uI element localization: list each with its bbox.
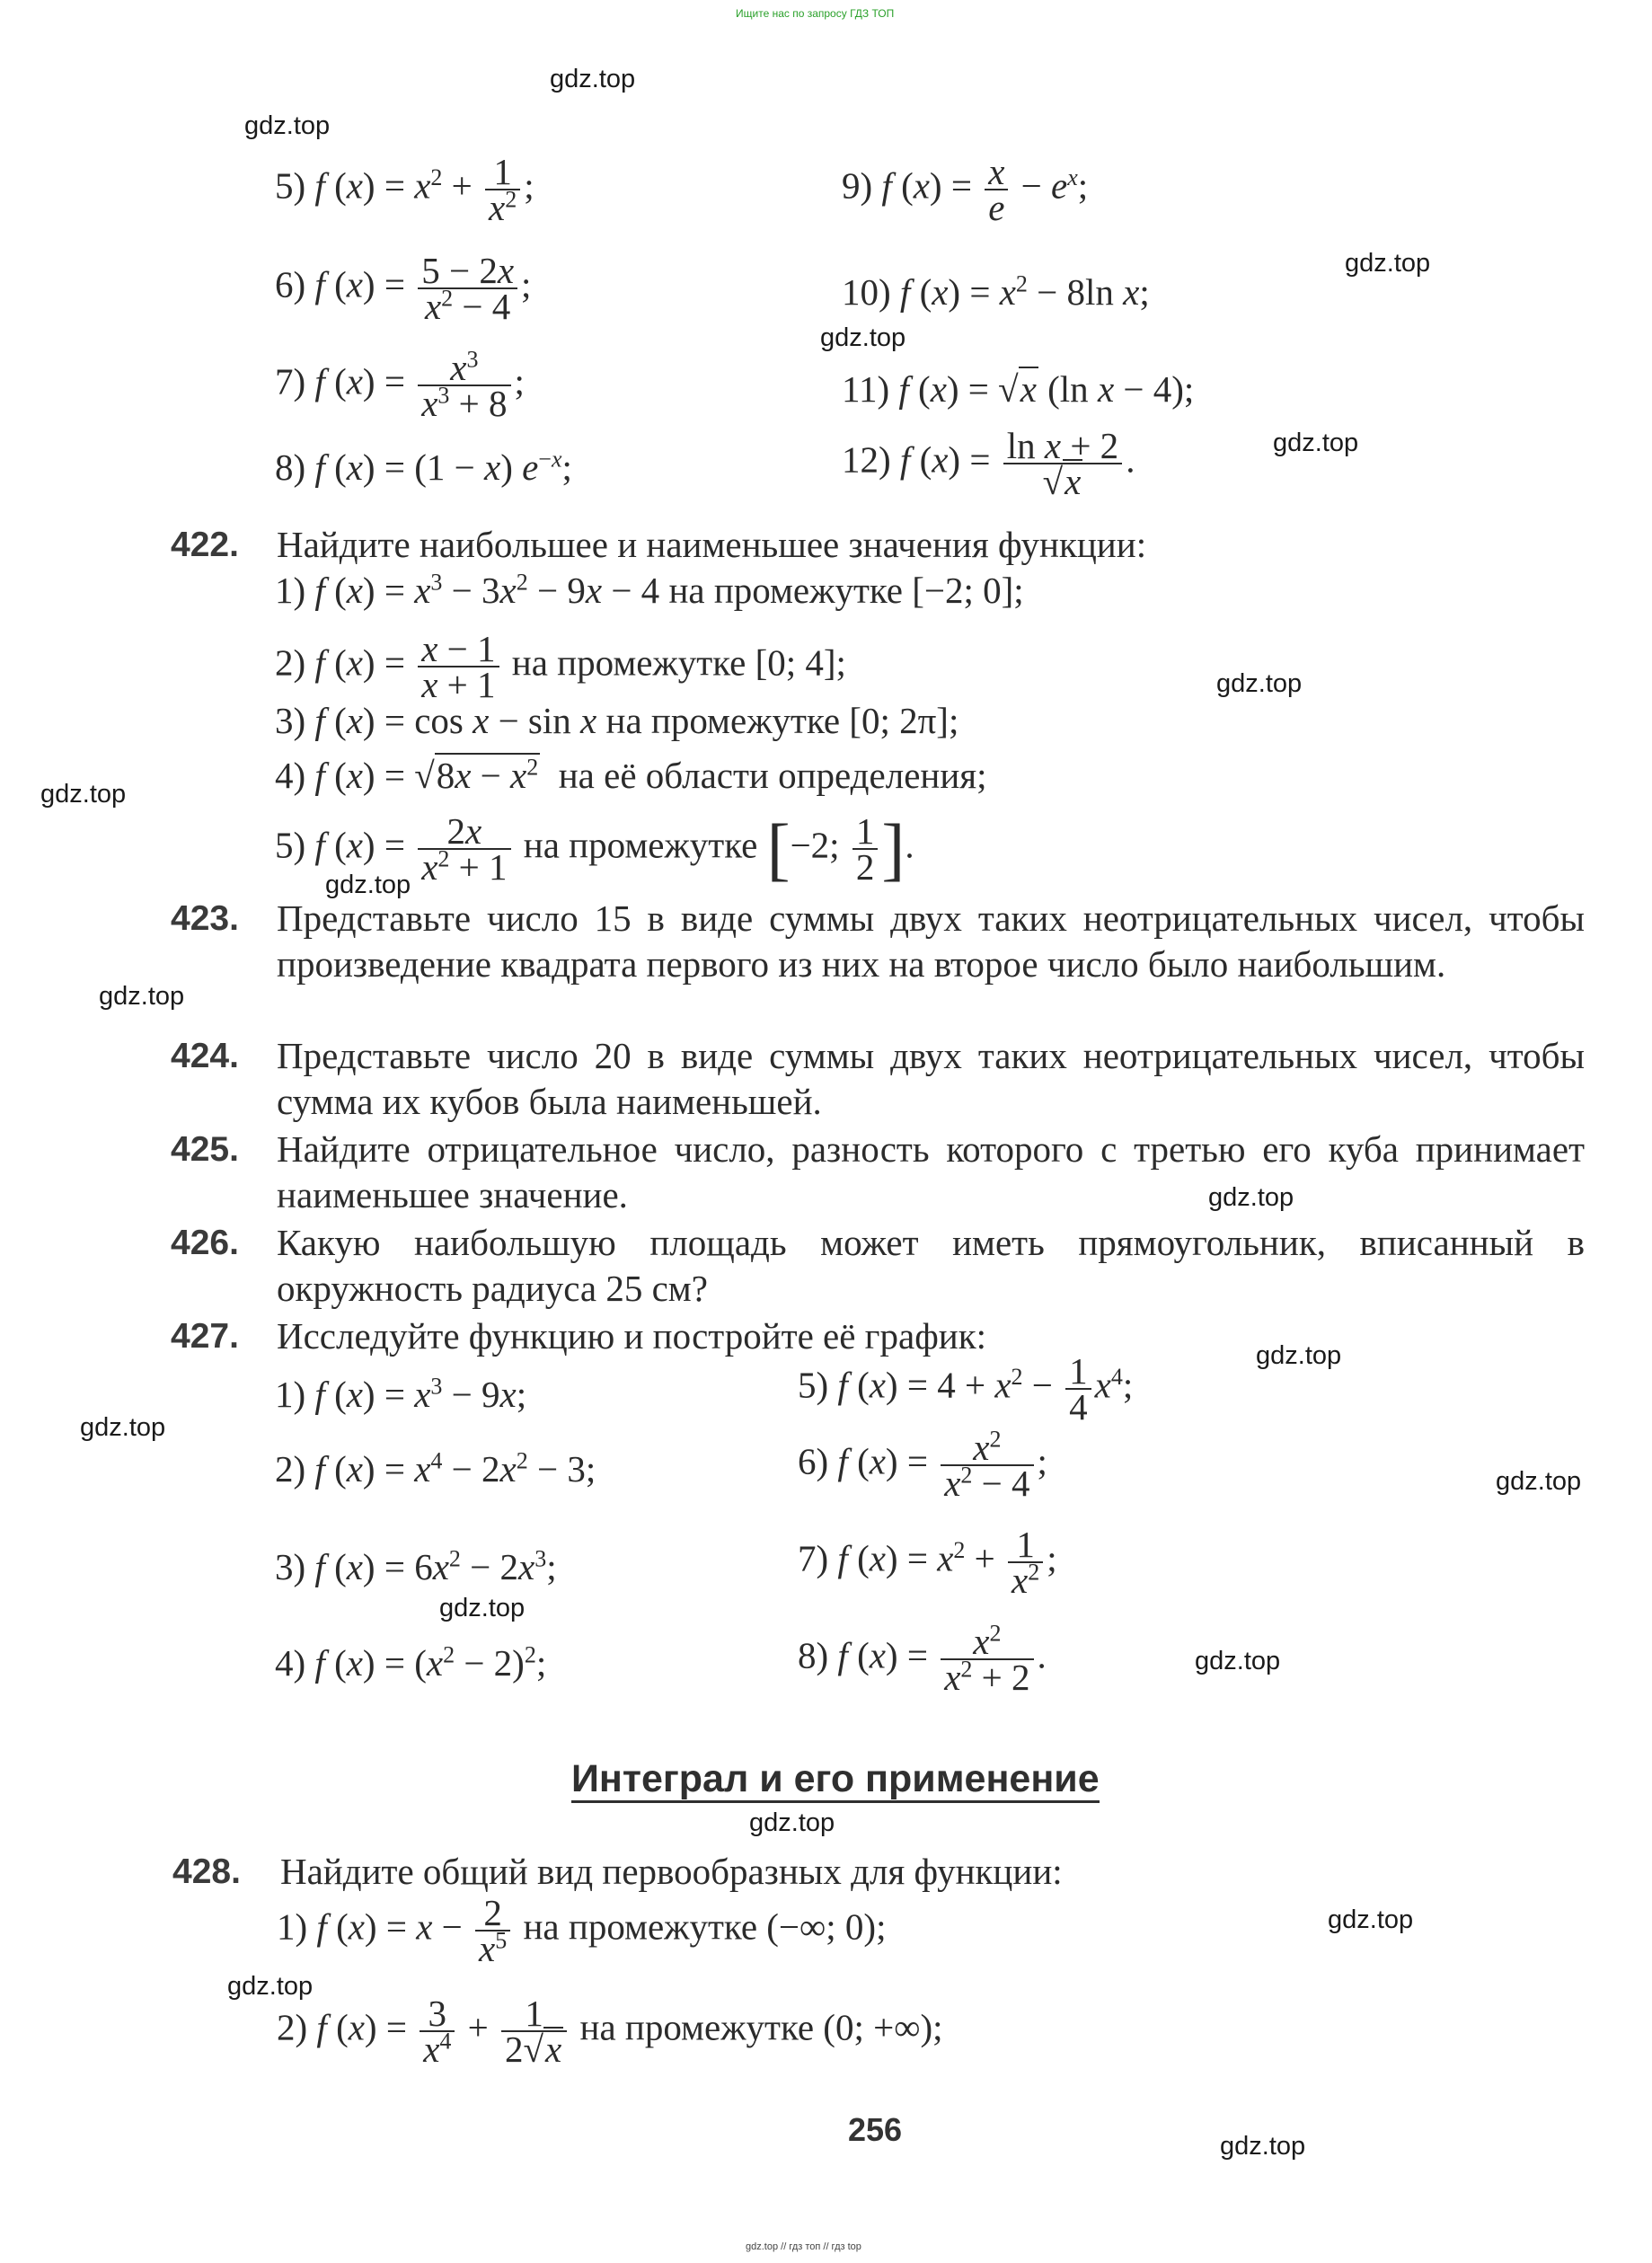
item-label: 1) [277,1905,308,1948]
ex422-item-5: 5) f (x) = $\frac{2x}{x^2 + 1}$ на промежутке [−2; $\frac{1}{2}$ ]. [275,809,914,888]
exercise-prompt: Найдите общий вид первообразных для функции: [280,1851,1063,1892]
item-label: 2) [275,641,306,684]
ex428-item-1: 1) f (x) = x − $\frac{2}{x^5}$ на промежутке (−∞; 0); [277,1892,887,1969]
item-label: 12) [842,438,891,481]
watermark: gdz.top [550,65,636,93]
ex421-item-10: 10) f $(x) = x^2 - 8\ln$ x; [842,270,1150,313]
ex422-item-2: 2) f (x) = $\frac{x - 1}{x + 1}$ на промежутке [0; 4]; [275,628,846,705]
watermark: gdz.top [1345,249,1431,278]
watermark: gdz.top [1220,2132,1306,2161]
watermark: gdz.top [244,111,331,140]
ex422-item-3: 3) f (x) = cos x − sin x на промежутке [0; 2π]; [275,700,959,741]
watermark: gdz.top [1195,1647,1281,1675]
interval-phrase: на промежутке [579,2006,815,2048]
watermark: gdz.top [80,1413,166,1442]
footer-text: gdz.top // гдз топ // гдз top [746,2241,861,2252]
ex421-item-5: 5) f $(x) = x^2$ + $\frac{1}{x^2}$ ; [275,151,534,228]
exercise-number: 427. [171,1317,239,1356]
ex427-item-6: 6) f (x) = $\frac{x^2}{x^2 - 4}$ ; [798,1426,1047,1504]
watermark: gdz.top [439,1594,526,1622]
item-label: 2) [277,2006,308,2048]
item-label: 6) [798,1440,829,1482]
page-number: 256 [848,2111,903,2148]
watermark: gdz.top [1208,1183,1294,1212]
ex421-item-8: 8) f (x) = (1 − x) $e^{-x}$; [275,446,572,488]
item-label: 5) [275,164,306,207]
watermark: gdz.top [749,1808,835,1837]
item-label: 1) [275,1374,306,1415]
watermark: gdz.top [1256,1341,1342,1370]
item-label: 8) [275,446,306,488]
exercise-prompt: Исследуйте функцию и постройте её график: [277,1315,987,1357]
ex427-item-4: 4) f $(x) = (x^2 - 2)^2$; [275,1641,547,1684]
interval-phrase: на промежутке [668,570,903,611]
exercise-number: 424. [171,1037,239,1075]
ex422-item-1: 1) f $(x) = x^3 - 3x^2 - 9x - 4$ на промежутке [−2; 0]; [275,569,1024,611]
item-label: 10) [842,271,891,313]
ex421-item-11: 11) f (x) = √x (ln x − 4); [842,368,1195,410]
exercise-text: Представьте число 15 в виде суммы двух таких неотрицательных чисел, чтобы произведение квадрата первого из них на второе число было наибольшим. [277,897,1585,985]
watermark: gdz.top [1216,669,1303,698]
top-banner: Ищите нас по запросу ГДЗ ТОП [736,7,895,20]
interval-phrase: на промежутке [523,824,758,866]
item-label: 1) [275,570,306,611]
exercise-text: Представьте число 20 в виде суммы двух таких неотрицательных чисел, чтобы сумма их кубов была наименьшей. [277,1035,1585,1122]
item-label: 4) [275,755,306,796]
item-label: 2) [275,1448,306,1490]
item-label: 5) [275,824,306,866]
domain-phrase: на её области определения; [558,755,987,796]
ex427-item-1: 1) f $(x) = x^3 - 9x$; [275,1373,527,1415]
exercise-number: 425. [171,1130,239,1169]
item-label: 9) [842,164,873,207]
exercise-number: 422. [171,526,239,564]
exercise-number: 426. [171,1224,239,1262]
watermark: gdz.top [99,982,185,1011]
interval-phrase: на промежутке [523,1905,758,1948]
ex421-item-9: 9) f (x) = $\frac{x}{e}$ − $e^x$; [842,151,1089,228]
exercise-prompt: Найдите наибольшее и наименьшее значения функции: [277,524,1147,565]
watermark: gdz.top [820,323,906,352]
interval-phrase: на промежутке [511,641,746,684]
item-label: 6) [275,263,306,305]
section-title: Интеграл и его применение [571,1757,1100,1803]
watermark: gdz.top [1328,1905,1414,1934]
watermark: gdz.top [1273,429,1359,457]
item-label: 4) [275,1642,306,1684]
ex427-item-5: 5) f $(x) = 4 + x^2$ − $\frac{1}{4}$ $x^4$; [798,1350,1134,1428]
item-label: 7) [798,1537,829,1579]
ex421-item-12: 12) f (x) = $\frac{\text{ln x + 2}}{√x}$ . [842,425,1135,502]
ex422-item-4: 4) f $(x) = √8x - x^2$ на её области определения; [275,754,987,796]
ex421-item-7: 7) f (x) = $\frac{x^3}{x^3 + 8}$ ; [275,346,525,424]
watermark: gdz.top [1496,1467,1582,1496]
watermark: gdz.top [40,780,127,809]
item-label: 7) [275,360,306,402]
ex427-item-2: 2) f $(x) = x^4 - 2x^2 - 3$; [275,1447,596,1490]
item-label: 11) [842,368,890,410]
watermark: gdz.top [325,871,411,899]
item-label: 8) [798,1634,829,1676]
item-label: 3) [275,700,306,741]
exercise-number: 423. [171,899,239,938]
item-label: 5) [798,1364,829,1406]
ex428-item-2: 2) f (x) = $\frac{3}{x^4}$ + $\frac{1}{2√x}$ на промежутке (0; +∞); [277,1993,943,2070]
watermark: gdz.top [227,1972,314,2001]
exercise-text: Какую наибольшую площадь может иметь прямоугольник, вписанный в окружность радиуса 25 см? [277,1222,1585,1309]
interval-phrase: на промежутке [605,700,841,741]
ex427-item-7: 7) f $(x) = x^2$ + $\frac{1}{x^2}$ ; [798,1524,1057,1601]
ex427-item-3: 3) f $(x) = 6x^2 - 2x^3$; [275,1545,557,1587]
exercise-number: 428. [172,1852,241,1891]
item-label: 3) [275,1546,306,1587]
exercise-text: Найдите отрицательное число, разность которого с третью его куба принимает наименьшее значение. [277,1128,1585,1215]
ex427-item-8: 8) f (x) = $\frac{x^2}{x^2 + 2}$ . [798,1620,1047,1698]
ex421-item-6: 6) f (x) = $\frac{5 - 2x}{x^2 - 4}$ ; [275,250,532,327]
